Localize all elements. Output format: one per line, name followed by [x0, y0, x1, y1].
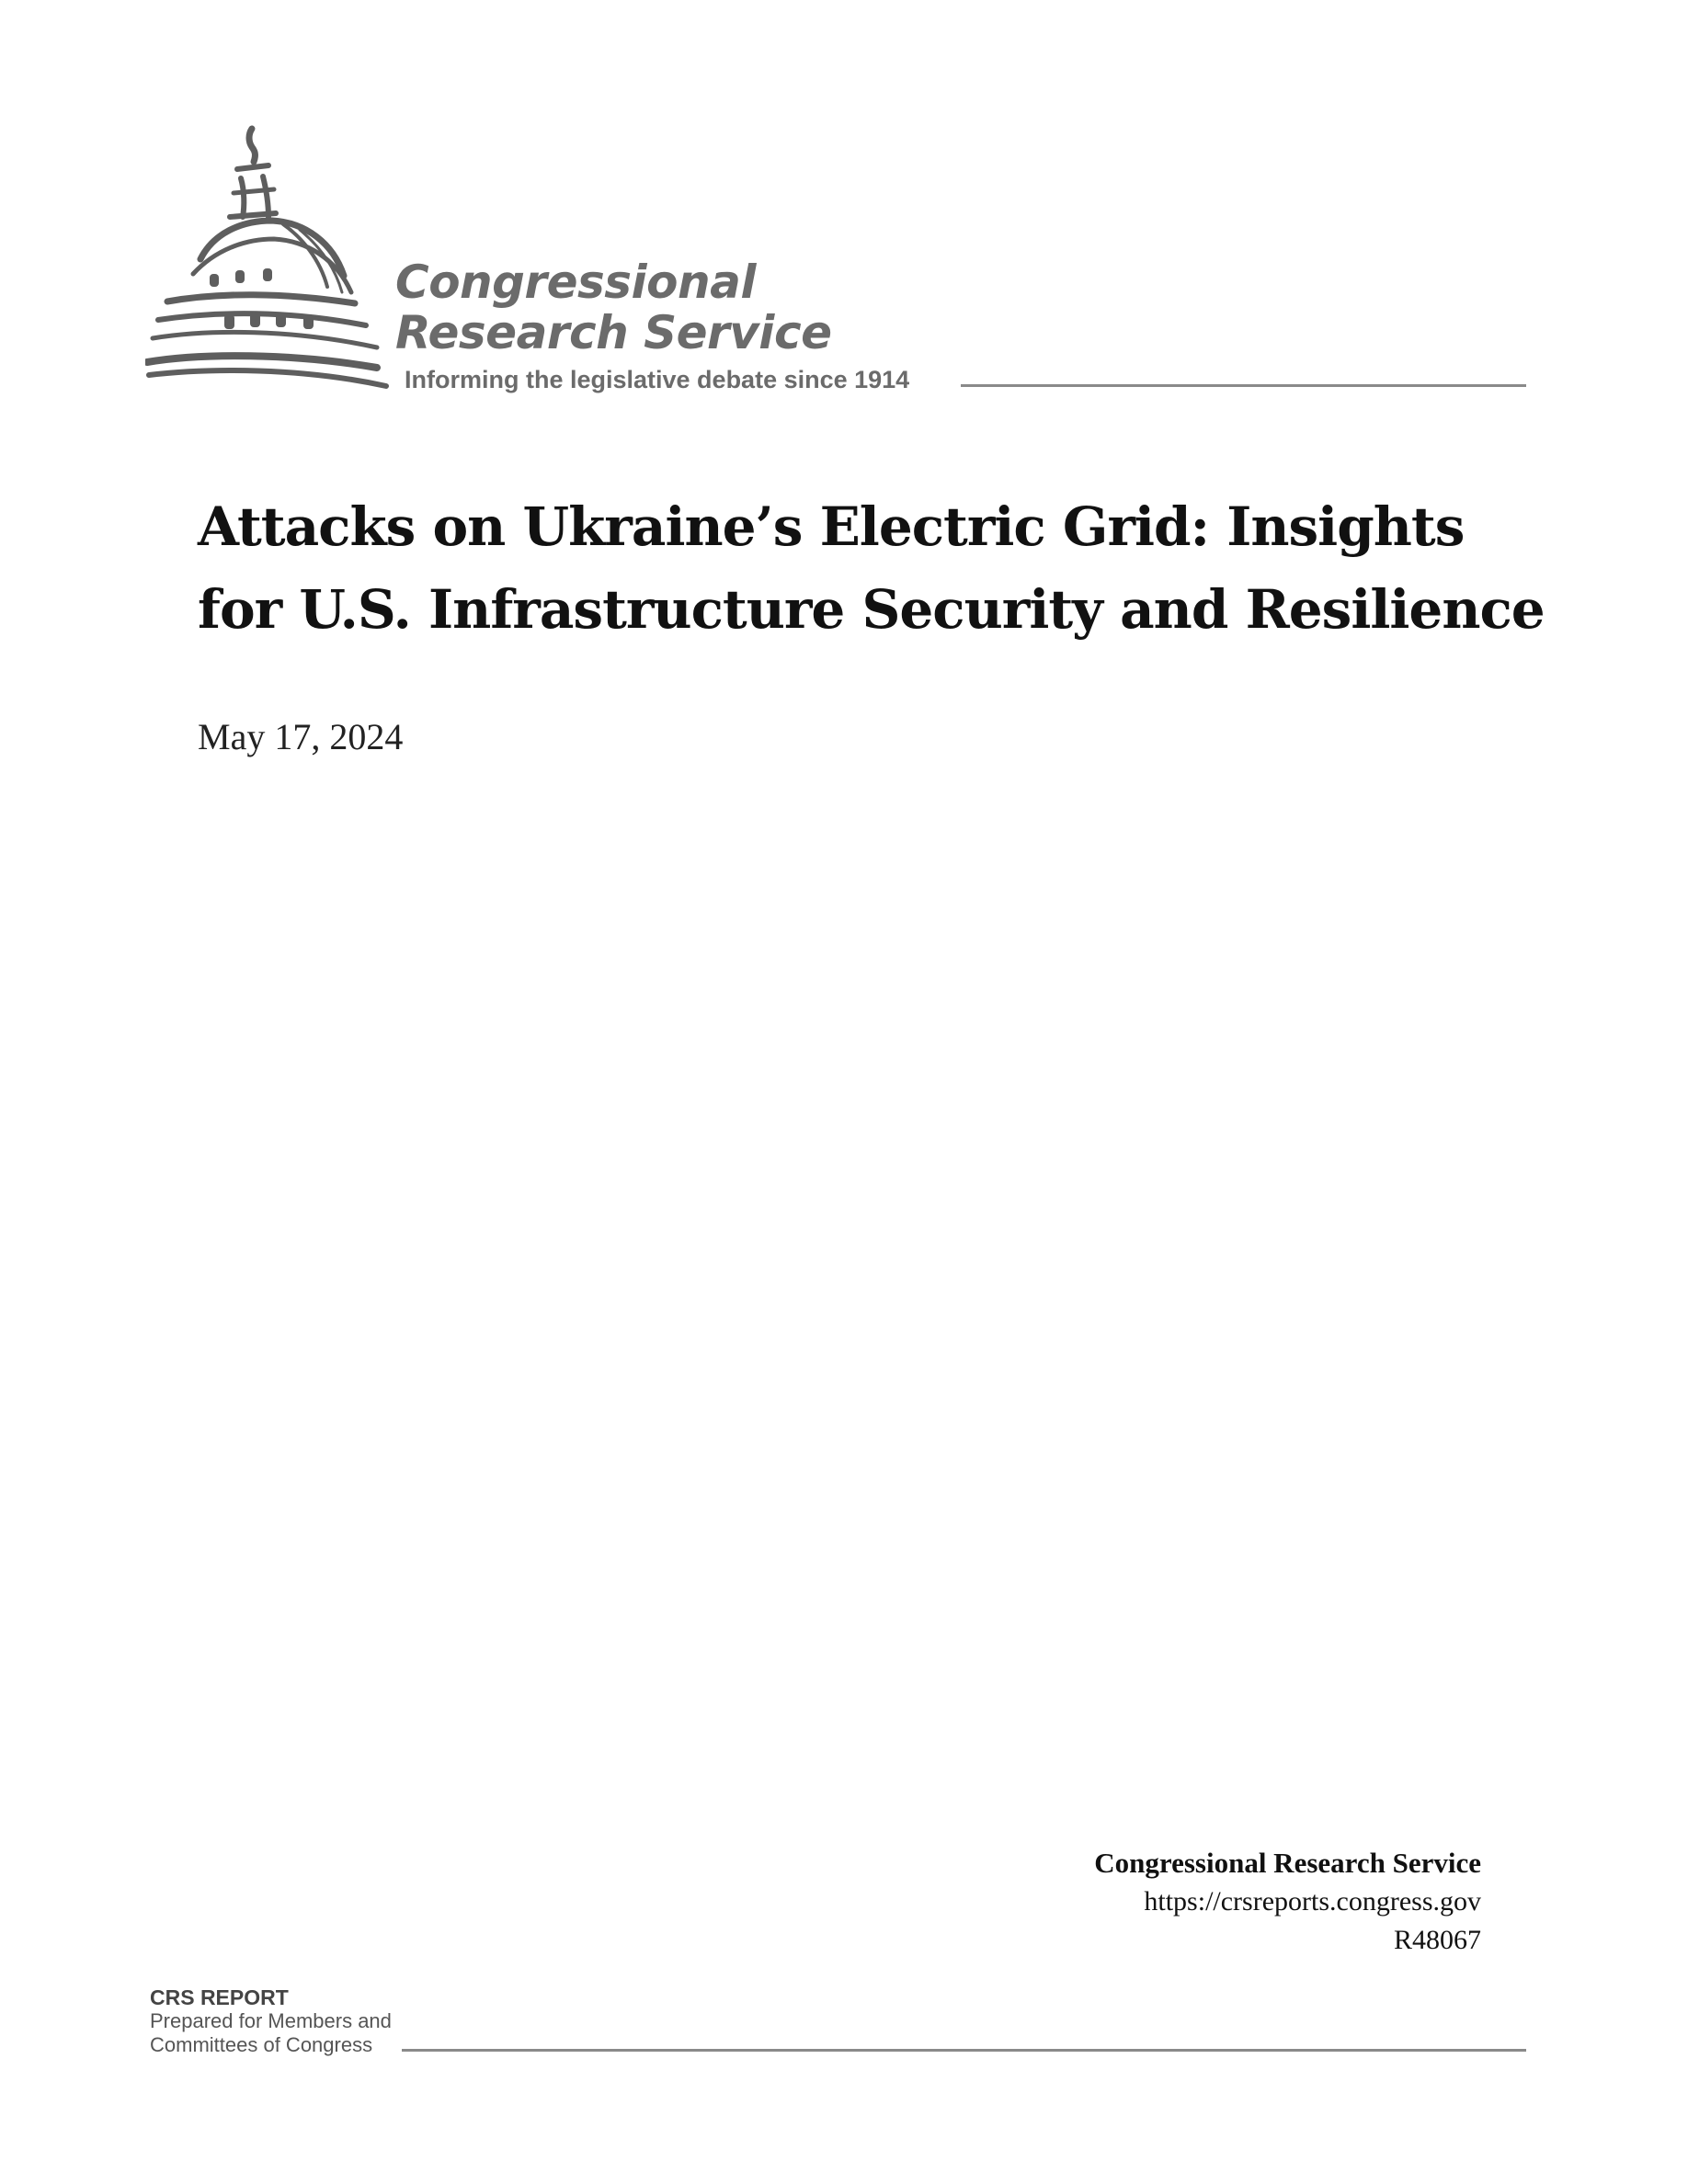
- footer-audience-line-1: Prepared for Members and: [150, 2009, 392, 2032]
- org-wordmark: [395, 257, 832, 358]
- publisher-url-link[interactable]: https://crsreports.congress.gov: [1144, 1886, 1481, 1917]
- report-title-line-1: Attacks on Ukraine’s Electric Grid: Insights: [198, 495, 1465, 558]
- footer-label: [150, 1985, 392, 2057]
- capitol-dome-icon: [145, 121, 403, 397]
- footer-audience-line-2: Committees of Congress: [150, 2033, 373, 2056]
- report-title: [198, 485, 1545, 651]
- report-title-line-2: for U.S. Infrastructure Security and Resilience: [198, 578, 1545, 641]
- org-name-line-1: Congressional: [395, 256, 756, 309]
- footer-divider: [402, 2049, 1526, 2052]
- report-date: May 17, 2024: [198, 716, 404, 757]
- org-tagline: Informing the legislative debate since 1914: [405, 366, 910, 393]
- report-number: R48067: [1393, 1925, 1481, 1955]
- masthead-divider: [961, 384, 1526, 387]
- footer-report-type: CRS REPORT: [150, 1985, 289, 2009]
- publisher-block: [1094, 1844, 1481, 1960]
- publisher-name: Congressional Research Service: [1094, 1847, 1481, 1879]
- org-name-line-2: Research Service: [395, 306, 832, 359]
